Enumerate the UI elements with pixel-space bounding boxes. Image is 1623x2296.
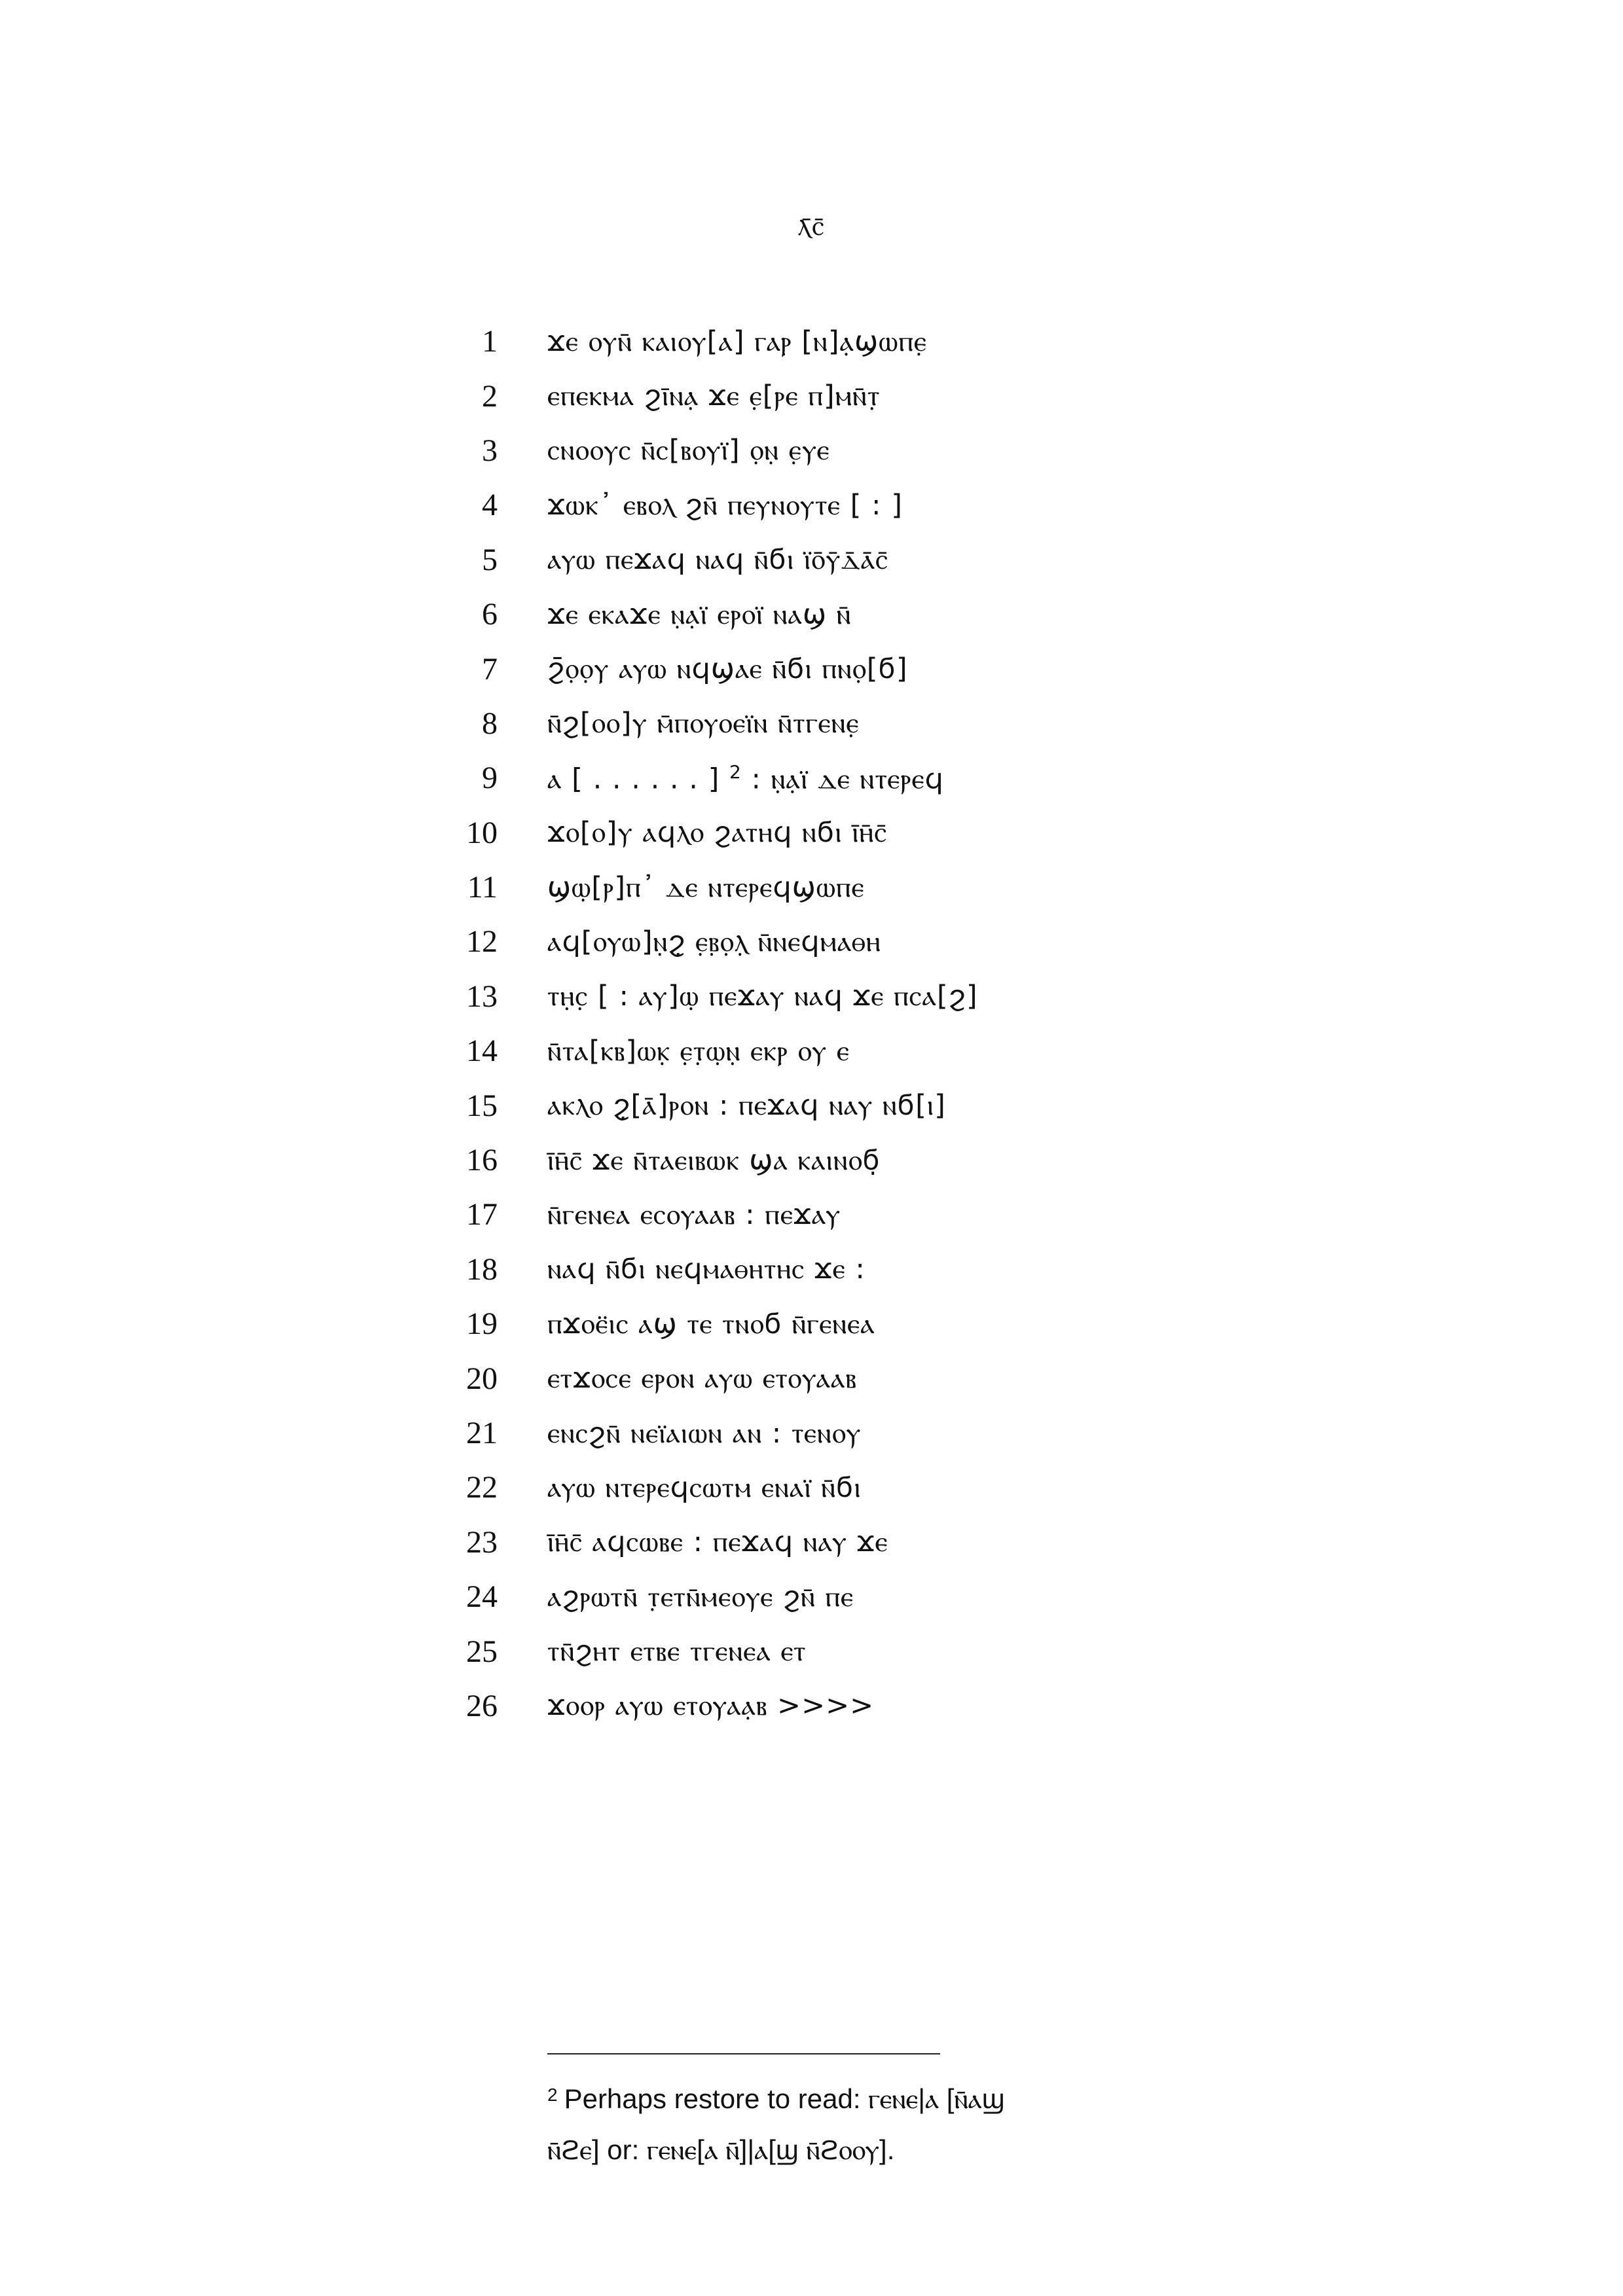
line-number: 25	[466, 1634, 498, 1669]
line-text: ⲁⲩⲱ ⲛⲧⲉⲣⲉϥⲥⲱⲧⲙ ⲉⲛⲁⲓ̈ ⲛ̄ϭⲓ	[547, 1471, 862, 1504]
line	[419, 1133, 1270, 1187]
line-number: 4	[482, 488, 498, 523]
line-number: 3	[482, 433, 498, 468]
line-number: 1	[482, 324, 498, 359]
line-text: ⲛ̄ⲅⲉⲛⲉⲁ ⲉⲥⲟⲩⲁⲁⲃ : ⲡⲉϫⲁⲩ	[547, 1198, 841, 1231]
page-number: ⲗ̄ⲥ̄	[797, 209, 826, 242]
line	[419, 1679, 1270, 1733]
transcription-lines	[419, 314, 1270, 1733]
line	[419, 368, 1270, 423]
line-number: 13	[466, 978, 498, 1014]
line-text: ϩ̄ⲟ̣ⲟ̣ⲩ̣ ⲁⲩⲱ ⲛϥϣⲁⲉ ⲛ̄ϭⲓ ⲡⲛⲟ̣[ϭ]	[547, 653, 908, 686]
line-number: 8	[482, 706, 498, 741]
line	[419, 587, 1270, 641]
line	[419, 314, 1270, 368]
line-text: ⲛ̄ⲧⲁ[ⲕⲃ]ⲱⲕ̣ ⲉ̣ⲧ̣ⲱ̣ⲛ̣ ⲉⲕⲣ̣ ⲟⲩ ⲉ	[547, 1034, 850, 1067]
line	[419, 969, 1270, 1024]
line-number: 26	[466, 1688, 498, 1723]
line-text: ⲉⲡⲉⲕⲙⲁ ϩⲓ̄ⲛⲁ̣ ϫⲉ ⲉ̣[ⲣⲉ ⲡ]ⲙⲛ̄ⲧ̣	[547, 380, 881, 413]
line-number: 16	[466, 1143, 498, 1178]
line-number: 14	[466, 1033, 498, 1069]
line-text: ⲧⲏ̣ⲥ̣ [ : ⲁⲩ]ⲱ̣ ⲡⲉϫⲁⲩ ⲛⲁϥ ϫⲉ ⲡⲥⲁ[ϩ]	[547, 980, 978, 1013]
line-number: 6	[482, 597, 498, 632]
line-text-after-note: : ⲛ̣ⲁ̣ⲓ̈ ⲇⲉ ⲛⲧⲉⲣⲉϥ	[741, 762, 944, 795]
line-text: ϫⲉ ⲉⲕⲁϫⲉ ⲛ̣ⲁ̣ⲓ̈ ⲉⲣⲟⲓ̈ ⲛⲁϣ ⲛ̄	[547, 598, 852, 631]
line-number: 20	[466, 1361, 498, 1396]
footnote-text-2: ⲛ̄ϩⲉ] or: ⲅⲉⲛⲉ[ⲁ ⲛ̄]|ⲁ[ϣ ⲛ̄ϩⲟⲟⲩ].	[547, 2134, 895, 2165]
line	[419, 1351, 1270, 1405]
line-text: ⲛ̄ϩ[ⲟⲟ]ⲩ ⲙ̄ⲡⲟⲩⲟⲉⲓ̈ⲛ ⲛ̄ⲧⲅⲉⲛⲉ̣	[547, 707, 860, 740]
line-number: 12	[466, 924, 498, 960]
line	[419, 696, 1270, 751]
line-number: 24	[466, 1579, 498, 1615]
line	[419, 1078, 1270, 1132]
line-number: 18	[466, 1251, 498, 1287]
line-text: ϫⲟ[ⲟ]ⲩ ⲁϥⲗⲟ ϩⲁⲧⲏϥ ⲛϭⲓ ⲓ̄ⲏ̄ⲥ̄	[547, 816, 888, 850]
line-number: 23	[466, 1524, 498, 1560]
line-text: ⲁϩⲣⲱⲧⲛ̄ ⲧ̣ⲉⲧⲛ̄ⲙⲉⲟⲩⲉ ϩⲛ̄ ⲡⲉ	[547, 1580, 854, 1613]
line-text: ⲁⲩⲱ ⲡⲉϫⲁϥ ⲛⲁϥ ⲛ̄ϭⲓ ⲓ̈ⲟ̄ⲩ̄ⲇ̄ⲁ̄ⲥ̄	[547, 543, 888, 577]
line	[419, 806, 1270, 860]
line	[419, 1297, 1270, 1351]
line-text: ⲉⲧϫⲟⲥⲉ ⲉⲣⲟⲛ ⲁⲩⲱ ⲉⲧⲟⲩⲁⲁⲃ	[547, 1362, 857, 1395]
line-text: ⲛⲁϥ ⲛ̄ϭⲓ ⲛⲉϥⲙⲁⲑⲏⲧⲏⲥ ϫⲉ :	[547, 1253, 866, 1286]
line-number: 7	[482, 651, 498, 687]
line	[419, 860, 1270, 914]
line	[419, 1242, 1270, 1297]
line	[419, 1570, 1270, 1624]
line-text: ⲡϫⲟⲉ̈ⲓⲥ ⲁϣ ⲧⲉ ⲧⲛⲟϭ ⲛ̄ⲅⲉⲛⲉⲁ	[547, 1307, 875, 1340]
line-text: ϫⲱⲕ᾽ ⲉⲃⲟⲗ ϩⲛ̄ ⲡⲉⲩⲛⲟⲩⲧⲉ [ : ]	[547, 488, 903, 522]
line	[419, 533, 1270, 587]
line	[419, 1624, 1270, 1678]
line-text: ϫⲉ ⲟⲩⲛ̄ ⲕⲁⲓⲟⲩ[ⲁ] ⲅⲁⲣ̣ [ⲛ]ⲁ̣ϣⲱⲡⲉ̣	[547, 325, 928, 358]
footnote	[547, 2073, 1189, 2176]
line-text	[547, 761, 944, 795]
line-text: ⲧⲛ̄ϩⲏⲧ ⲉⲧⲃⲉ ⲧⲅⲉⲛⲉⲁ ⲉⲧ	[547, 1635, 807, 1668]
line-text: ⲓ̄ⲏ̄ⲥ̄ ⲁϥⲥⲱⲃⲉ : ⲡⲉϫⲁϥ ⲛⲁⲩ ϫⲉ	[547, 1526, 888, 1559]
line	[419, 641, 1270, 696]
line-number: 5	[482, 542, 498, 577]
line-number: 17	[466, 1197, 498, 1232]
line-number: 2	[482, 378, 498, 414]
line	[419, 1460, 1270, 1515]
footnote-line	[547, 2073, 1189, 2125]
line-text: ϣⲱ̣[ⲣ]ⲡ᾽ ⲇⲉ ⲛⲧⲉⲣⲉϥϣⲱⲡⲉ	[547, 870, 865, 904]
line	[419, 1515, 1270, 1570]
footnote-number: 2	[547, 2085, 558, 2105]
line-number: 19	[466, 1306, 498, 1342]
footnote-divider	[547, 2053, 940, 2054]
line	[419, 1406, 1270, 1460]
line-number: 22	[466, 1470, 498, 1505]
line	[419, 478, 1270, 532]
line-number: 15	[466, 1088, 498, 1123]
line-number: 21	[466, 1416, 498, 1450]
line	[419, 914, 1270, 969]
line-text-before-note: ⲁ [ . . . . . . ]	[547, 762, 720, 795]
line-text: ⲁϥ[ⲟⲩⲱ]ⲛ̣ϩ̣ ⲉ̣ⲃ̣ⲟ̣ⲗ̣ ⲛ̄ⲛⲉϥⲙⲁⲑⲏ	[547, 925, 881, 958]
footnote-text-1: Perhaps restore to read: ⲅⲉⲛⲉ|ⲁ [ⲛ̄ⲁϣ	[564, 2083, 1005, 2114]
line-number: 10	[466, 815, 498, 850]
line-text: ⲉⲛⲥϩⲛ̄ ⲛⲉⲓ̈ⲁⲓⲱⲛ ⲁⲛ : ⲧⲉⲛⲟⲩ	[547, 1416, 862, 1450]
line-number: 9	[482, 761, 498, 796]
line	[419, 1024, 1270, 1078]
line	[419, 1187, 1270, 1242]
footnote-reference: 2	[729, 761, 742, 783]
line-text: ⲓ̄ⲏ̄ⲥ̄ ϫⲉ ⲛ̄ⲧⲁⲉⲓⲃⲱⲕ ϣⲁ ⲕⲁⲓⲛⲟϭ̣	[547, 1143, 881, 1177]
line-text: ⲁⲕⲗⲟ ϩ̣[ⲁ̄]ⲣⲟⲛ : ⲡⲉϫⲁϥ ⲛⲁⲩ ⲛϭ[ⲓ]	[547, 1089, 946, 1122]
line	[419, 423, 1270, 478]
line-number: 11	[467, 870, 498, 905]
line	[419, 751, 1270, 805]
line-text: ⲥⲛⲟⲟⲩⲥ ⲛ̄ⲥ[ⲃⲟⲩⲓ̈] ⲟ̣ⲛ̣ ⲉ̣ⲩⲉ	[547, 434, 830, 467]
line-text: ϫⲟⲟⲣ ⲁⲩⲱ ⲉⲧⲟⲩⲁⲁ̣ⲃ >>>>	[547, 1689, 875, 1723]
